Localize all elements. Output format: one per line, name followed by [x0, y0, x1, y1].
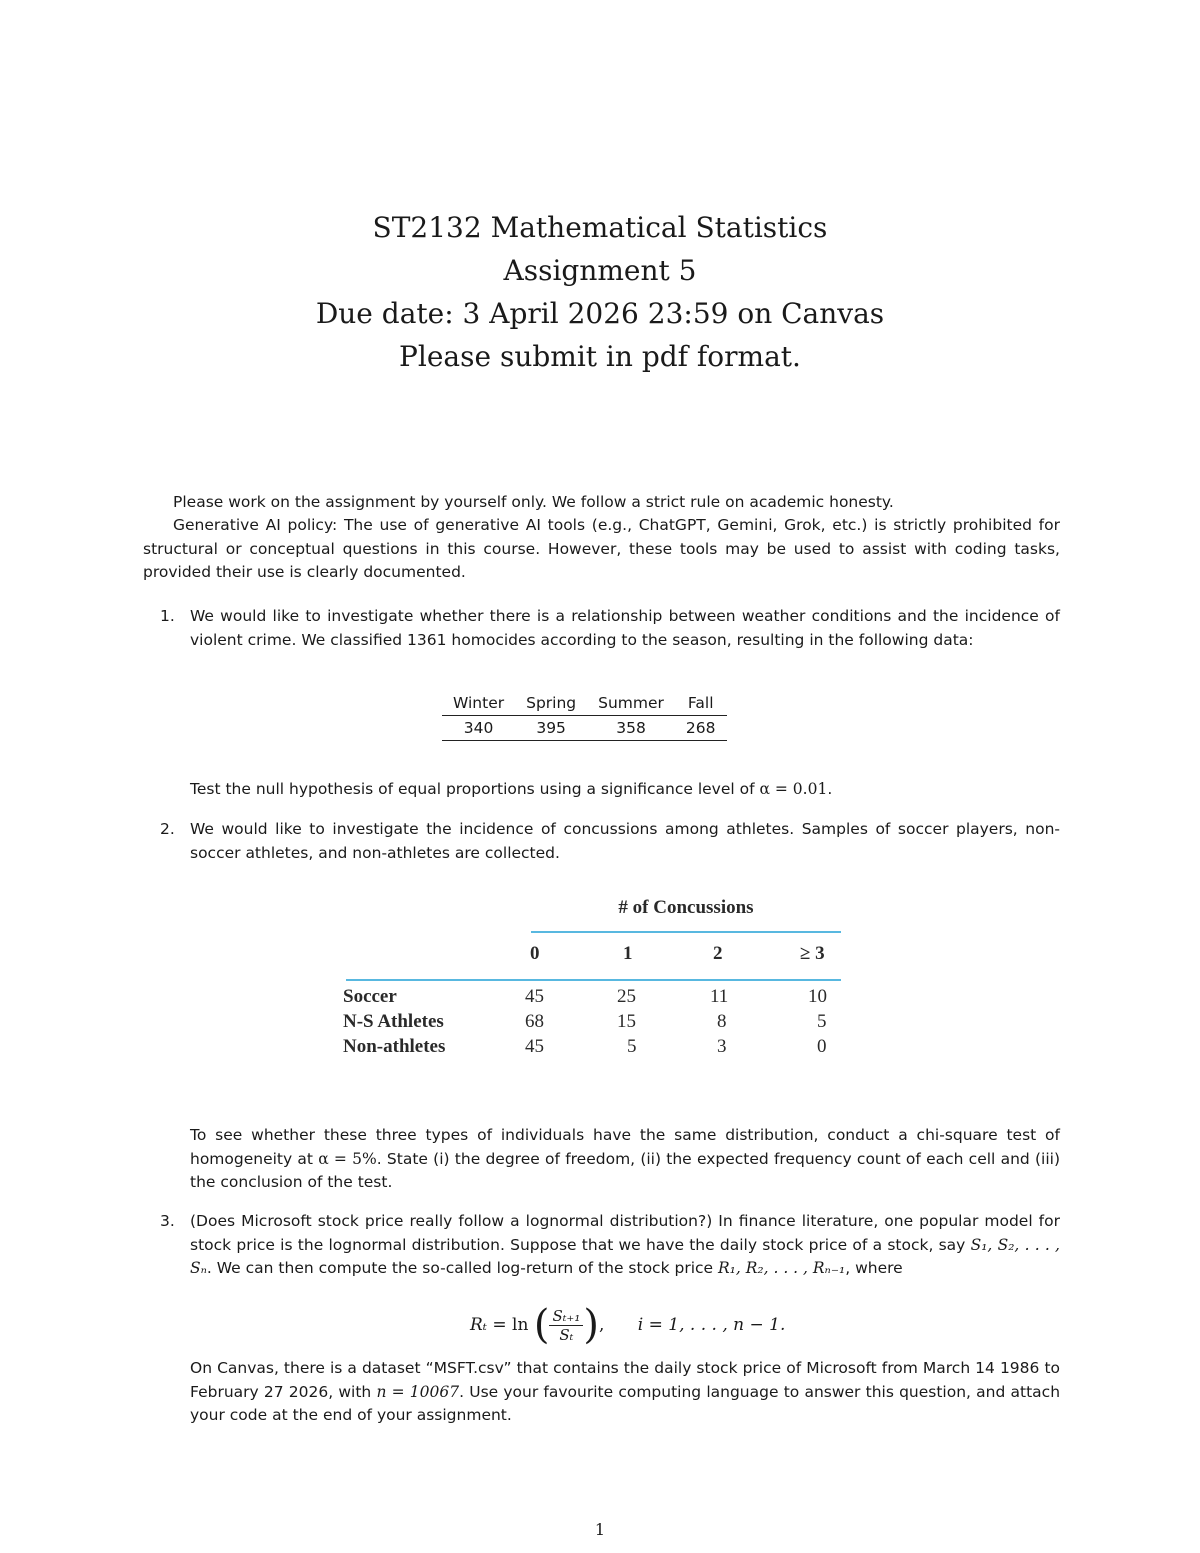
- q3-dataset: [190, 1357, 1060, 1428]
- q3-text: [190, 1210, 1060, 1281]
- ai-policy-text: The use of generative AI tools (e.g., ChatGPT, Gemini, Grok, etc.) is strictly prohibited for structural or conceptual questions in this course. However, these tools may be used to assist with coding tasks, provided their use is clearly documented.: [143, 516, 1060, 581]
- formula-numerator: Sₜ₊₁: [549, 1307, 583, 1326]
- concussion-table-title: # of Concussions: [618, 897, 754, 918]
- q1-test-text: Test the null hypothesis of equal proportions using a significance level of: [190, 780, 760, 798]
- body-rule: [346, 979, 841, 981]
- q1-test-end: .: [827, 780, 833, 798]
- sample-size: n = 10067: [376, 1382, 460, 1401]
- cell: 3: [717, 1036, 727, 1057]
- q1-test-instruction: [190, 778, 1060, 802]
- season-header: Fall: [675, 692, 727, 716]
- cell: 8: [717, 1011, 727, 1032]
- formula-range: i = 1, . . . , n − 1.: [637, 1315, 786, 1335]
- q3-dataset-text-2: . Use your favourite computing language to answer this question, and attach your code at the end of your assignment.: [190, 1382, 1061, 1424]
- q3-dataset-text: On Canvas, there is a dataset “MSFT.csv” that contains the daily stock price of Microsoft from March 14 1986 to February 27 2026, with: [190, 1359, 1060, 1401]
- title-block: [0, 206, 1200, 378]
- season-count: 340: [442, 716, 515, 741]
- season-header: Spring: [515, 692, 587, 716]
- q1-alpha: α = 0.01: [759, 780, 828, 798]
- q2-task-text-2: . State (i) the degree of freedom, (ii) the expected frequency count of each cell and (iii) the conclusion of the test.: [190, 1149, 1060, 1191]
- q2-number: 2.: [160, 820, 175, 838]
- ai-policy-paragraph: [143, 514, 1060, 585]
- q3-text-c: , where: [845, 1259, 903, 1277]
- col-head-0: 0: [530, 943, 540, 964]
- season-count: 395: [515, 716, 587, 741]
- cell: 5: [817, 1011, 827, 1032]
- cell: 45: [525, 986, 544, 1007]
- course-title: ST2132 Mathematical Statistics: [372, 211, 828, 244]
- q1-number: 1.: [160, 607, 175, 625]
- season-count: 268: [675, 716, 727, 741]
- honesty-paragraph: Please work on the assignment by yourself only. We follow a strict rule on academic honesty.: [173, 493, 894, 511]
- cell: 25: [617, 986, 636, 1007]
- formula-lhs: Rₜ: [470, 1315, 487, 1335]
- cell: 15: [617, 1011, 636, 1032]
- submit-format: Please submit in pdf format.: [399, 340, 801, 373]
- log-return-formula: Rₜ = ln ( $\frac{\text{Sₜ₊₁}}{\text{Sₜ}}$ ), i = 1, . . . , n − 1.: [470, 1302, 786, 1348]
- cell: 11: [710, 986, 729, 1007]
- q2-task-text: To see whether these three types of individuals have the same distribution, conduct a chi-square test of homogeneity at: [190, 1126, 1060, 1168]
- q2-task: [190, 1124, 1060, 1195]
- season-header: Summer: [587, 692, 675, 716]
- return-sequence: R₁, R₂, . . . , Rₙ₋₁: [717, 1259, 846, 1277]
- assignment-title: Assignment 5: [503, 254, 697, 287]
- price-sequence: S₁, S₂, . . . , Sₙ: [190, 1235, 1060, 1277]
- col-head-1: 1: [623, 943, 633, 964]
- q3-number: 3.: [160, 1212, 175, 1230]
- cell: 0: [817, 1036, 827, 1057]
- season-header: Winter: [442, 692, 515, 716]
- formula-ln: = ln: [487, 1315, 529, 1335]
- q3-text-b: . We can then compute the so-called log-return of the stock price: [206, 1259, 718, 1277]
- cell: 45: [525, 1036, 544, 1057]
- row-label: Soccer: [343, 986, 397, 1007]
- cell: 5: [627, 1036, 637, 1057]
- formula-denominator: Sₜ: [559, 1325, 574, 1344]
- col-head-2: 2: [713, 943, 723, 964]
- page-number: 1: [594, 1520, 606, 1539]
- due-date: Due date: 3 April 2026 23:59 on Canvas: [315, 297, 885, 330]
- cell: 68: [525, 1011, 544, 1032]
- q1-text: We would like to investigate whether there is a relationship between weather conditions and the incidence of violent crime. We classified 1361 homocides according to the season, resulting in the following data:: [190, 607, 1060, 649]
- formula-fraction: [549, 1307, 583, 1344]
- season-count: 358: [587, 716, 675, 741]
- q2-alpha: α = 5%: [318, 1149, 377, 1168]
- row-label: Non-athletes: [343, 1036, 446, 1057]
- header-rule: [531, 931, 841, 933]
- season-table: [442, 692, 727, 741]
- cell: 10: [808, 986, 827, 1007]
- col-head-3: ≥ 3: [800, 943, 825, 964]
- right-paren-icon: ): [583, 1302, 599, 1348]
- left-paren-icon: (: [533, 1302, 550, 1348]
- ai-policy-label: Generative AI policy:: [173, 516, 338, 534]
- row-label: N-S Athletes: [343, 1011, 444, 1032]
- q2-text: We would like to investigate the incidence of concussions among athletes. Samples of soccer players, non-soccer athletes, and non-athletes are collected.: [190, 820, 1060, 862]
- q3-text-a: (Does Microsoft stock price really follow a lognormal distribution?) In finance literature, one popular model for stock price is the lognormal distribution. Suppose that we have the daily stock price of a stock, say: [190, 1212, 1060, 1254]
